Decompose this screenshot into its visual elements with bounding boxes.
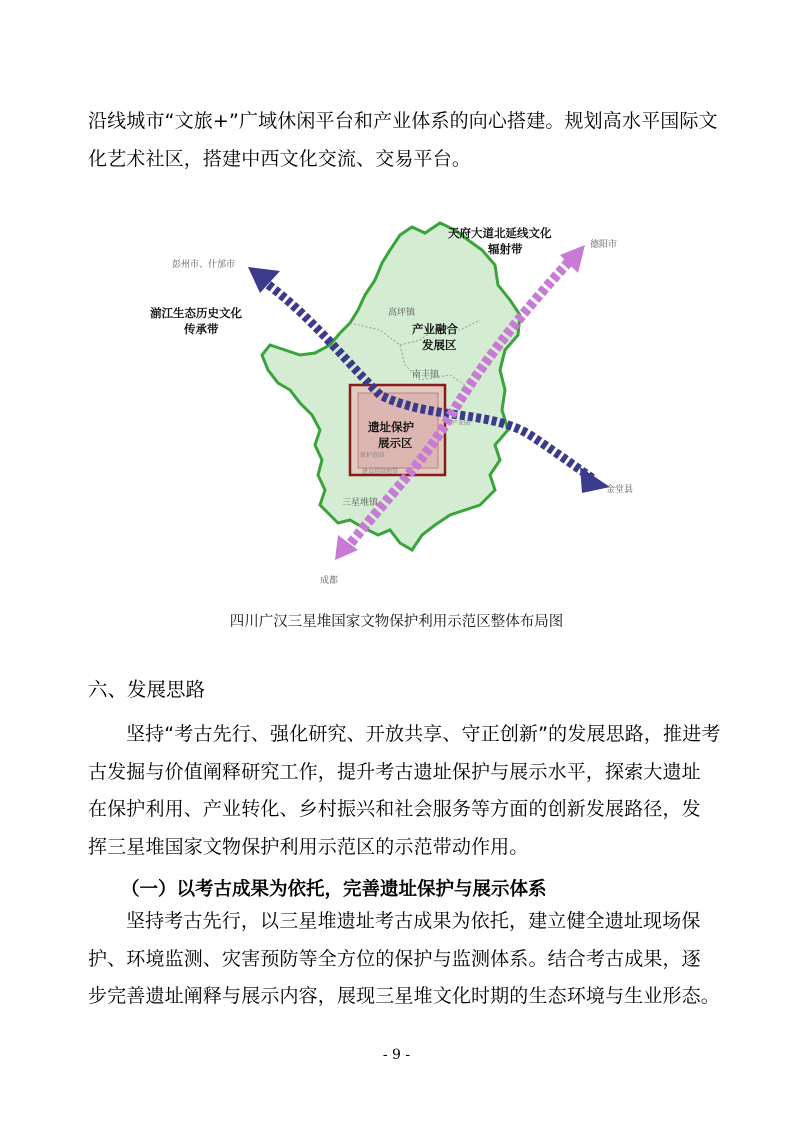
place-jintang: 金堂县 bbox=[606, 485, 634, 495]
layout-map bbox=[150, 205, 640, 600]
text-line: 护、环境监测、灾害预防等全方位的保护与监测体系。结合考古成果，逐 bbox=[88, 947, 701, 970]
section-heading: 六、发展思路 bbox=[88, 678, 206, 701]
arrowhead-northwest bbox=[248, 267, 280, 293]
text-line: 挥三星堆国家文物保护利用示范区的示范带动作用。 bbox=[88, 835, 529, 858]
place-kongzhi: 建设控制地带 bbox=[362, 468, 399, 475]
intro-paragraph bbox=[88, 103, 718, 178]
place-sanxingdui: 三星堆镇 bbox=[342, 498, 379, 508]
paragraph-development-thinking bbox=[88, 716, 721, 866]
label-jianjiang-band-1: 湔江生态历史文化 bbox=[150, 306, 242, 320]
label-heritage-zone-2: 展示区 bbox=[378, 436, 413, 450]
text-line: 坚持“考古先行、强化研究、开放共享、守正创新”的发展思路，推进考 bbox=[126, 723, 721, 745]
label-tianfu-band-2: 辐射带 bbox=[488, 242, 523, 256]
place-nanxing: 南丰镇 bbox=[412, 370, 440, 380]
text-line: 坚持考古先行，以三星堆遗址考古成果为依托，建立健全遗址现场保 bbox=[126, 910, 701, 932]
label-heritage-zone-1: 遗址保护 bbox=[368, 420, 414, 434]
place-baohu: 保护范围 bbox=[360, 452, 385, 459]
paragraph-protection-system bbox=[88, 903, 720, 1016]
label-tianfu-band-1: 天府大道北延线文化 bbox=[448, 226, 552, 240]
place-chengdu: 成都 bbox=[320, 576, 339, 586]
text-line: 化艺术社区，搭建中西文化交流、交易平台。 bbox=[88, 147, 472, 170]
text-line: 步完善遗址阐释与展示内容，展现三星堆文化时期的生态环境与生业形态。 bbox=[88, 985, 720, 1007]
text-line: 古发掘与价值阐释研究工作，提升考古遗址保护与展示水平，探索大遗址 bbox=[88, 760, 701, 783]
text-line: 在保护利用、产业转化、乡村振兴和社会服务等方面的创新发展路径，发 bbox=[88, 798, 701, 820]
label-industry-zone-1: 产业融合 bbox=[412, 322, 458, 336]
place-chanye: 产业园 bbox=[452, 420, 471, 427]
subheading: （一）以考古成果为依托，完善遗址保护与展示体系 bbox=[121, 879, 547, 900]
place-gaoping: 高坪镇 bbox=[388, 308, 416, 318]
text-line: 沿线城市“文旅+”广域休闲平台和产业体系的向心搭建。规划高水平国际文 bbox=[88, 110, 718, 132]
page-number: - 9 - bbox=[382, 1047, 411, 1063]
figure-caption: 四川广汉三星堆国家文物保护利用示范区整体布局图 bbox=[229, 614, 564, 630]
place-pengzhou: 彭州市、什邡市 bbox=[172, 260, 236, 270]
label-jianjiang-band-2: 传承带 bbox=[184, 322, 219, 336]
label-industry-zone-2: 发展区 bbox=[422, 338, 457, 352]
arrowhead-northeast bbox=[560, 245, 585, 273]
place-deyang: 德阳市 bbox=[590, 240, 618, 250]
